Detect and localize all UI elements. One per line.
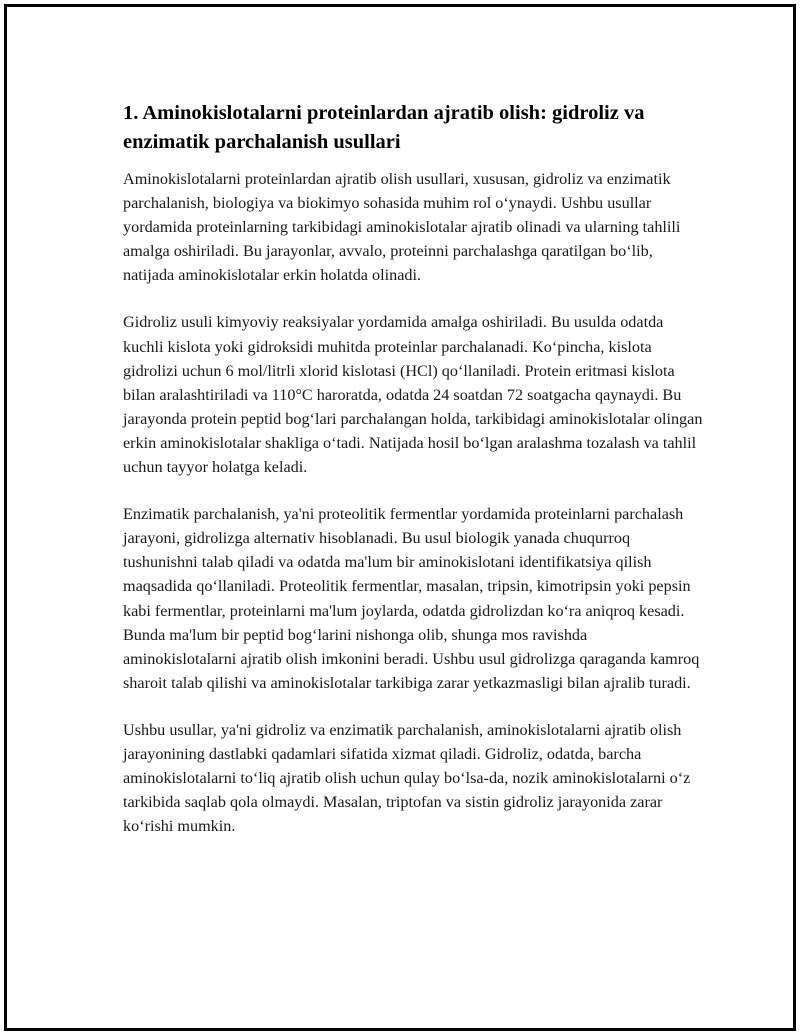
paragraph-intro: Aminokislotalarni proteinlardan ajratib olish usullari, xususan, gidroliz va enzimatik parchalanish, biologiya va biokimyo sohasida muhim rol o‘ynaydi. Ushbu usullar yordamida proteinlarning tarkibidagi aminokislotalar ajratib olinadi va ularning tahlili amalga oshiriladi. Bu jarayonlar, avvalo, proteinni parchalashga qaratilgan bo‘lib, natijada aminokislotalar erkin holatda olinadi. <box>123 170 681 285</box>
document-body <box>123 99 703 861</box>
paragraph-conclusion: Ushbu usullar, ya'ni gidroliz va enzimatik parchalanish, aminokislotalarni ajratib olish jarayonining dastlabki qadamlari sifatida xizmat qiladi. Gidroliz, odatda, barcha aminokislotalarni to‘liq ajratib olish uchun qulay bo‘lsa-da, nozik aminokislotalarni o‘z tarkibida saqlab qola olmaydi. Masalan, triptofan va sistin gidroliz jarayonida zarar ko‘rishi mumkin. <box>123 720 691 836</box>
section-heading: 1. Aminokislotalarni proteinlardan ajratib olish: gidroliz va enzimatik parchalanish usullari <box>123 102 645 153</box>
page-frame <box>4 4 796 1031</box>
paragraph-hydrolysis: Gidroliz usuli kimyoviy reaksiyalar yordamida amalga oshiriladi. Bu usulda odatda kuchli kislota yoki gidroksidi muhitda proteinlar parchalanadi. Ko‘pincha, kislota gidrolizi uchun 6 mol/litrli xlorid kislotasi (HCl) qo‘llaniladi. Protein eritmasi kislota bilan aralashtiriladi va 110°C haroratda, odatda 24 soatdan 72 soatgacha qaynaydi. Bu jarayonda protein peptid bog‘lari parchalangan holda, tarkibidagi aminokislotalar olingan erkin aminokislotalar shakliga o‘tadi. Natijada hosil bo‘lgan aralashma tozalash va tahlil uchun tayyor holatga keladi. <box>123 313 703 477</box>
paragraph-enzymatic: Enzimatik parchalanish, ya'ni proteolitik fermentlar yordamida proteinlarni parchalash jarayoni, gidrolizga alternativ hisoblanadi. Bu usul biologik yanada chuqurroq tushunishni talab qiladi va odatda ma'lum bir aminokislotani identifikatsiya qilish maqsadida qo‘llaniladi. Proteolitik fermentlar, masalan, tripsin, kimotripsin yoki pepsin kabi fermentlar, proteinlarni ma'lum joylarda, odatda gidrolizdan ko‘ra aniqroq kesadi. Bunda ma'lum bir peptid bog‘larini nishonga olib, shunga mos ravishda aminokislotalarni ajratib olish imkonini beradi. Ushbu usul gidrolizga qaraganda kamroq sharoit talab qilishi va aminokislotalar tarkibiga zarar yetkazmasligi bilan ajralib turadi. <box>123 505 700 692</box>
